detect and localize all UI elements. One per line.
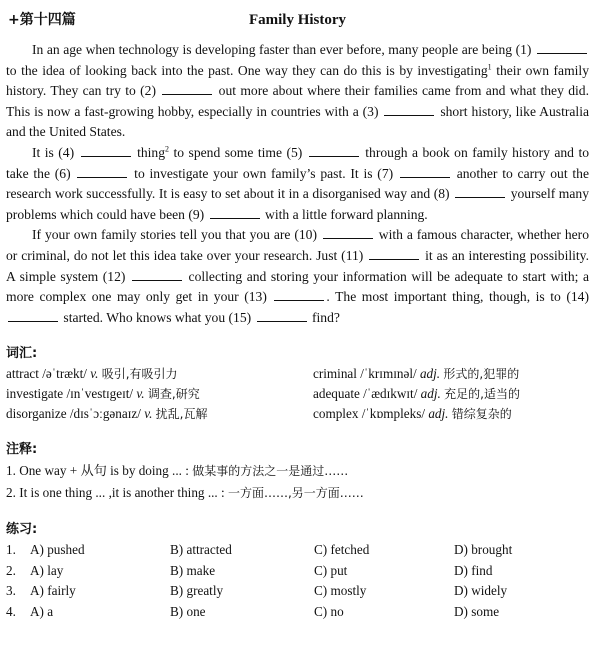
vocab-phonetic: /ɪnˈvestɪgeɪt/ <box>66 386 134 402</box>
note-item <box>6 482 589 504</box>
vocab-heading: 词汇: <box>6 346 38 362</box>
blank-10[interactable] <box>323 226 373 239</box>
vocab-phonetic: /ˈkɒmpleks/ <box>361 406 426 422</box>
vocab-word: criminal <box>313 366 357 382</box>
blank-8[interactable] <box>455 185 505 198</box>
note-meaning: 一方面……,另一方面…… <box>227 486 364 501</box>
vocab-phonetic: /ˈkrɪmɪnəl/ <box>360 366 417 382</box>
option-b[interactable]: B) one <box>170 603 206 619</box>
exercise-row <box>6 561 589 582</box>
blank-6[interactable] <box>77 165 127 178</box>
blank-13[interactable] <box>274 288 324 301</box>
vocab-phonetic: /ˈædɪkwɪt/ <box>363 386 418 402</box>
vocab-meaning: 错综复杂的 <box>451 407 512 422</box>
passage-text: another to carry out the research work successfully. It is easy to set about it in a disorganised way and (8) <box>6 165 589 202</box>
passage-text: short history, like Australia and the United States. <box>6 103 590 140</box>
exercise-row <box>6 540 589 561</box>
vocab-pos: v. <box>136 386 145 402</box>
page-title: Family History <box>248 12 347 28</box>
vocab-word: investigate <box>6 386 64 402</box>
vocab-pos: v. <box>144 406 153 422</box>
question-number: 2. <box>6 562 16 578</box>
vocab-word: disorganize <box>6 406 67 422</box>
blank-7[interactable] <box>400 165 450 178</box>
exercise-list <box>6 540 589 622</box>
option-a[interactable]: A) lay <box>30 562 64 578</box>
vocab-pos: v. <box>90 366 99 382</box>
notes-list <box>6 460 589 504</box>
passage-text: thing <box>137 144 166 160</box>
note-item <box>6 460 589 482</box>
vocab-list <box>6 364 589 424</box>
notes-heading: 注释: <box>6 442 38 458</box>
note-text: 1. One way + 从句 is by doing ... : <box>6 463 189 479</box>
option-a[interactable]: A) pushed <box>30 542 85 558</box>
option-c[interactable]: C) fetched <box>314 542 370 558</box>
option-b[interactable]: B) attracted <box>170 542 232 558</box>
paragraph-1 <box>6 40 589 143</box>
question-number: 3. <box>6 583 16 599</box>
blank-11[interactable] <box>369 247 419 260</box>
blank-4[interactable] <box>81 144 131 157</box>
vocab-meaning: 充足的,适当的 <box>444 387 520 402</box>
passage-text: yourself many problems which could have been (9) <box>6 186 589 222</box>
passage-text: collecting and storing your information will be adequate to start with; a more complex one may only get in your (13) <box>6 268 589 305</box>
blank-1[interactable] <box>537 41 587 54</box>
passage-text: it as an interesting possibility. A simple system (12) <box>6 247 589 284</box>
vocab-word: attract <box>6 366 39 382</box>
passage-text: started. Who knows what you (15) <box>63 309 252 325</box>
vocab-entry <box>6 364 313 384</box>
exercise-row <box>6 581 589 602</box>
passage <box>6 40 589 328</box>
option-c[interactable]: C) no <box>314 603 344 619</box>
option-c[interactable]: C) put <box>314 562 348 578</box>
vocab-phonetic: /əˈtrækt/ <box>42 366 87 382</box>
vocab-entry <box>313 384 589 404</box>
vocab-meaning: 吸引,有吸引力 <box>101 367 178 382</box>
passage-text: to the idea of looking back into the past. One way they can do this is by investigating <box>6 62 488 78</box>
passage-text: It is (4) <box>32 144 75 160</box>
passage-text: In an age when technology is developing faster than ever before, many people are being (1) <box>32 42 532 57</box>
section-number: +第十四篇 <box>8 12 76 28</box>
vocab-pos: adj. <box>419 366 441 382</box>
blank-9[interactable] <box>210 206 260 219</box>
passage-text: find? <box>311 309 340 325</box>
vocab-phonetic: /dɪsˈɔːgənaɪz/ <box>69 406 141 422</box>
paragraph-3 <box>6 225 589 328</box>
vocab-entry <box>313 404 589 424</box>
passage-text: with a famous character, whether hero or criminal, do not let this idea take over your research. Just (11) <box>6 227 589 263</box>
vocab-pos: adj. <box>428 406 449 422</box>
blank-2[interactable] <box>162 82 212 95</box>
vocab-entry <box>6 384 313 404</box>
paragraph-2 <box>6 143 589 225</box>
vocab-pos: adj. <box>420 386 441 402</box>
option-d[interactable]: D) find <box>454 562 493 578</box>
note-text: 2. It is one thing ... ,it is another thing ... : <box>6 485 225 501</box>
question-number: 4. <box>6 603 16 619</box>
option-a[interactable]: A) fairly <box>30 583 76 599</box>
passage-text: out more about where their families came from and what they did. This is now a fast-growing hobby, especially in countries with a (3) <box>6 83 589 119</box>
question-number: 1. <box>6 542 16 558</box>
blank-12[interactable] <box>132 268 182 281</box>
blank-14[interactable] <box>8 309 58 322</box>
vocab-meaning: 形式的,犯罪的 <box>443 367 520 382</box>
option-b[interactable]: B) greatly <box>170 583 224 599</box>
option-d[interactable]: D) widely <box>454 583 508 599</box>
option-a[interactable]: A) a <box>30 603 54 619</box>
passage-text: through a book on family history and to take the (6) <box>6 144 590 181</box>
vocab-word: adequate <box>313 386 360 402</box>
vocab-entry <box>313 364 589 384</box>
exercise-heading: 练习: <box>6 522 38 538</box>
passage-text: If your own family stories tell you that you are (10) <box>32 227 317 243</box>
passage-text: their own family history. They can try to (2) <box>6 62 590 99</box>
blank-5[interactable] <box>309 144 359 157</box>
passage-text: to spend some time (5) <box>173 144 303 160</box>
vocab-meaning: 扰乱,瓦解 <box>155 407 208 422</box>
vocab-word: complex <box>313 406 359 422</box>
footnote-marker-2: 2 <box>165 144 170 154</box>
note-meaning: 做某事的方法之一是通过…… <box>192 464 349 479</box>
exercise-row <box>6 602 589 623</box>
option-d[interactable]: D) brought <box>454 542 513 558</box>
vocab-entry <box>6 404 313 424</box>
option-d[interactable]: D) some <box>454 603 500 619</box>
option-b[interactable]: B) make <box>170 562 216 578</box>
vocab-meaning: 调查,研究 <box>147 387 200 402</box>
blank-3[interactable] <box>384 103 434 116</box>
passage-text: with a little forward planning. <box>265 206 428 222</box>
option-c[interactable]: C) mostly <box>314 583 367 599</box>
passage-text: . The most important thing, though, is to (14) <box>326 289 589 305</box>
footnote-marker-1: 1 <box>487 62 492 72</box>
header <box>6 8 589 32</box>
passage-text: to investigate your own family’s past. It is (7) <box>134 165 394 181</box>
blank-15[interactable] <box>257 309 307 322</box>
